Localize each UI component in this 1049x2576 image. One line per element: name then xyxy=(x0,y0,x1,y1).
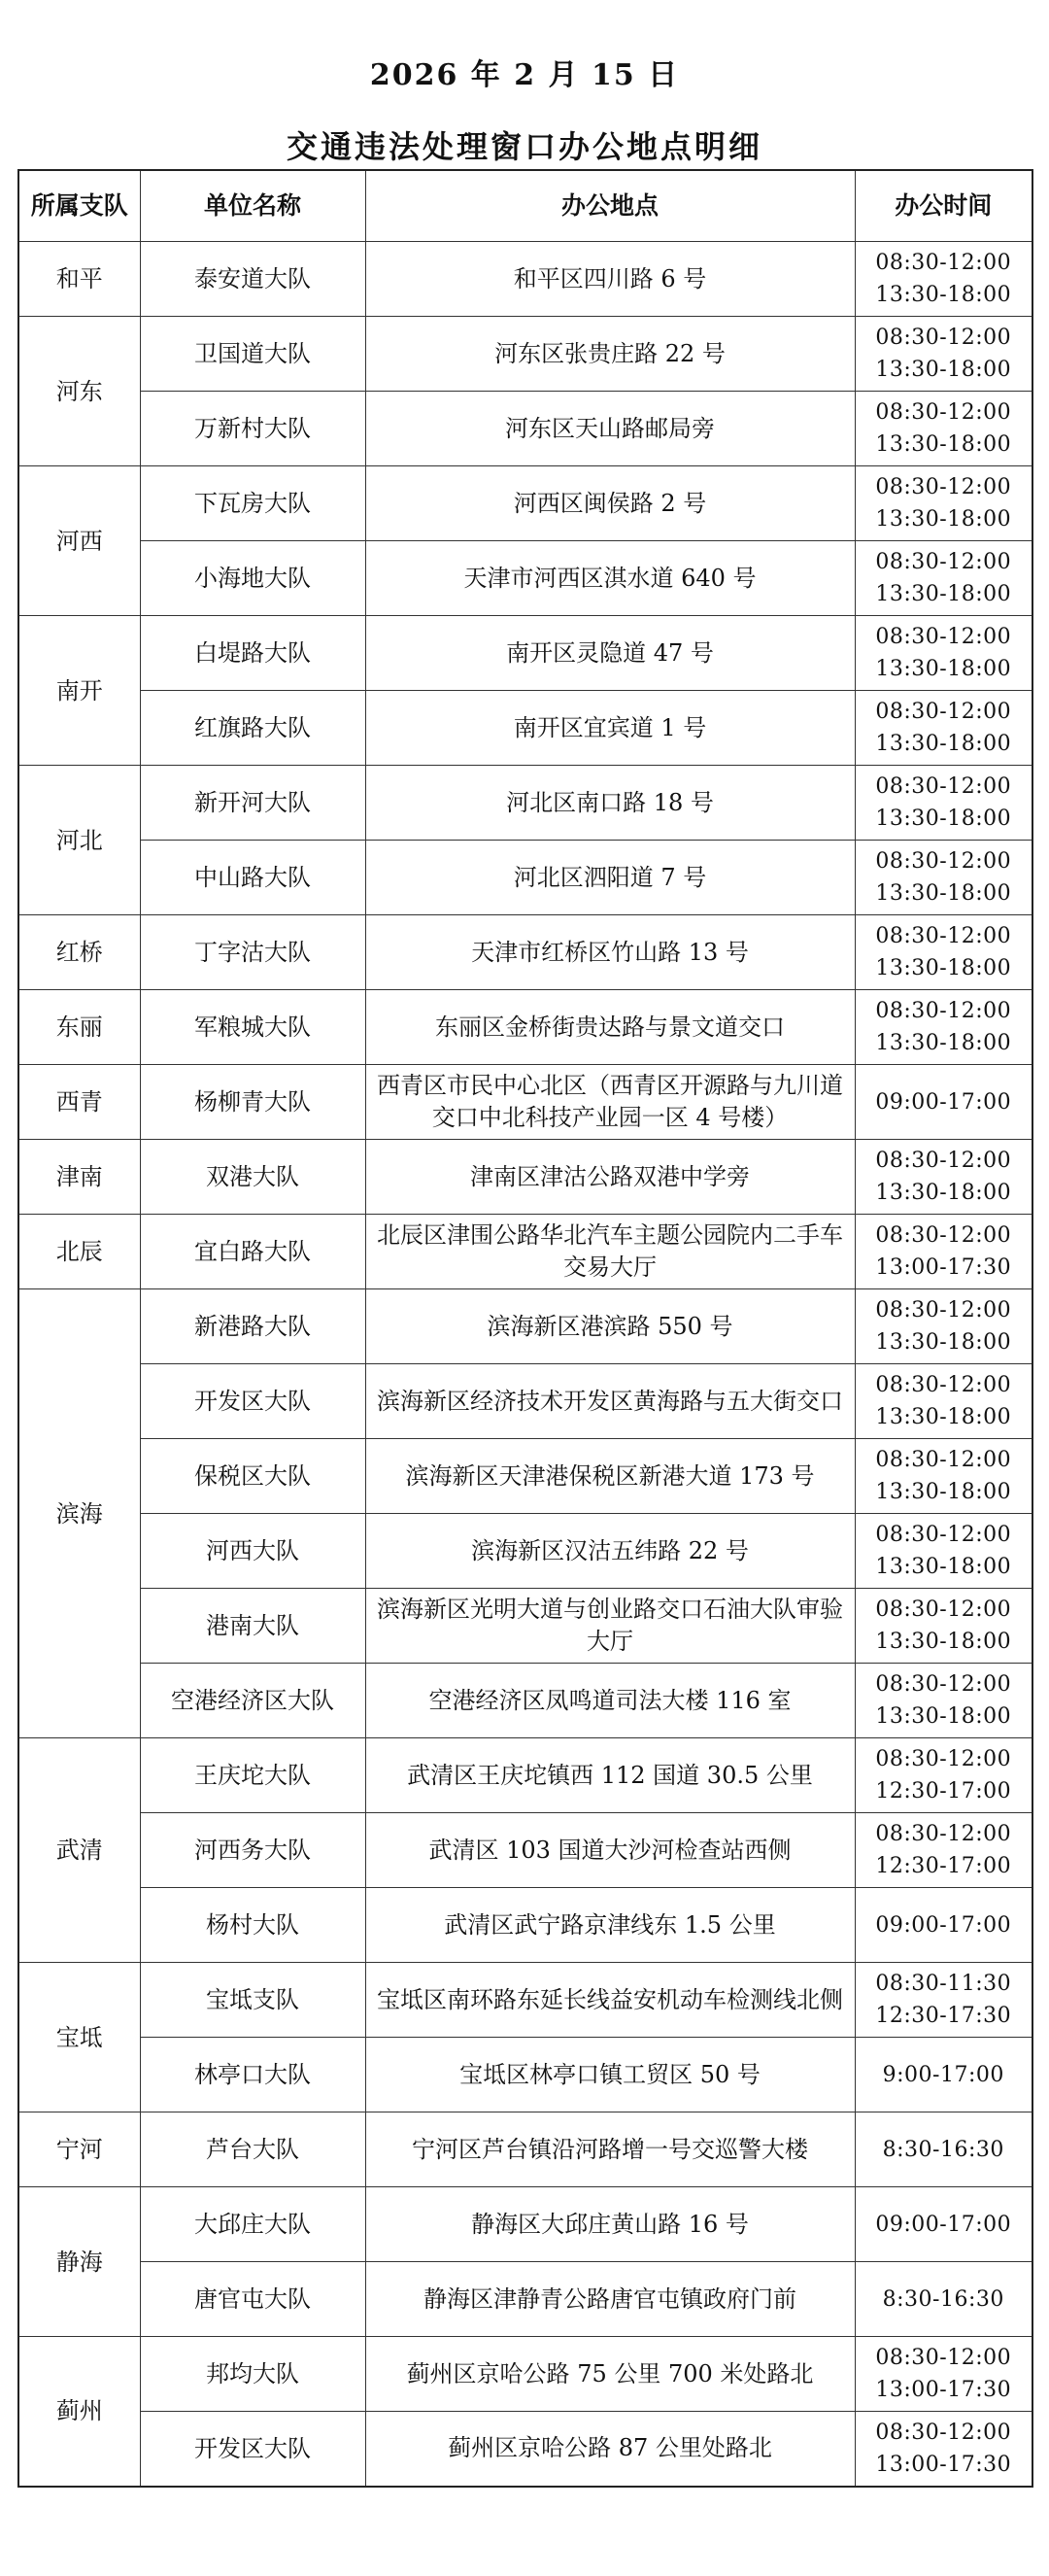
hours-cell xyxy=(855,616,1032,691)
address-cell: 滨海新区汉沽五纬路 22 号 xyxy=(365,1514,855,1589)
hours-line: 8:30-16:30 xyxy=(882,2286,1004,2312)
hours-line: 09:00-17:00 xyxy=(875,1089,1012,1115)
hours-line: 13:30-18:00 xyxy=(875,732,1012,756)
hours-line: 13:00-17:30 xyxy=(875,1255,1012,1280)
hours-line: 13:30-18:00 xyxy=(875,1630,1012,1654)
unit-cell: 宜白路大队 xyxy=(140,1215,365,1289)
address-cell: 滨海新区天津港保税区新港大道 173 号 xyxy=(365,1439,855,1514)
hours-cell xyxy=(855,2262,1032,2337)
table-row xyxy=(18,1888,1032,1963)
hours-line: 08:30-12:00 xyxy=(875,1448,1012,1472)
header-unit: 单位名称 xyxy=(140,170,365,242)
address-cell: 和平区四川路 6 号 xyxy=(365,242,855,317)
unit-cell: 中山路大队 xyxy=(140,841,365,915)
table-row xyxy=(18,541,1032,616)
unit-cell: 卫国道大队 xyxy=(140,317,365,392)
address-cell: 河东区天山路邮局旁 xyxy=(365,392,855,466)
hours-line: 13:30-18:00 xyxy=(875,881,1012,906)
division-cell: 西青 xyxy=(18,1065,140,1140)
hours-line: 08:30-12:00 xyxy=(875,475,1012,499)
division-cell: 北辰 xyxy=(18,1215,140,1289)
unit-cell: 丁字沽大队 xyxy=(140,915,365,990)
hours-line: 13:30-18:00 xyxy=(875,1181,1012,1205)
hours-cell xyxy=(855,691,1032,766)
hours-cell xyxy=(855,392,1032,466)
document-title: 交通违法处理窗口办公地点明细 xyxy=(286,128,762,165)
unit-cell: 空港经济区大队 xyxy=(140,1664,365,1738)
hours-line: 08:30-12:00 xyxy=(875,1597,1012,1622)
address-cell: 静海区津静青公路唐官屯镇政府门前 xyxy=(365,2262,855,2337)
hours-line: 09:00-17:00 xyxy=(875,1912,1012,1938)
hours-line: 08:30-12:00 xyxy=(875,999,1012,1023)
unit-cell: 开发区大队 xyxy=(140,2412,365,2487)
address-cell: 宝坻区南环路东延长线益安机动车检测线北侧 xyxy=(365,1963,855,2038)
division-cell: 静海 xyxy=(18,2187,140,2337)
hours-line: 08:30-12:00 xyxy=(875,1747,1012,1771)
table-row xyxy=(18,2187,1032,2262)
hours-line: 08:30-12:00 xyxy=(875,1223,1012,1248)
hours-cell xyxy=(855,1963,1032,2038)
division-cell: 滨海 xyxy=(18,1289,140,1738)
hours-line: 13:30-18:00 xyxy=(875,582,1012,606)
unit-cell: 新港路大队 xyxy=(140,1289,365,1364)
division-cell: 宝坻 xyxy=(18,1963,140,2112)
date-heading: 2026 年 2 月 15 日 xyxy=(369,58,680,92)
unit-cell: 红旗路大队 xyxy=(140,691,365,766)
hours-cell xyxy=(855,2112,1032,2187)
hours-cell xyxy=(855,466,1032,541)
hours-line: 08:30-12:00 xyxy=(875,1672,1012,1697)
hours-line: 13:30-18:00 xyxy=(875,1480,1012,1504)
table-header-row xyxy=(18,170,1032,242)
hours-line: 13:30-18:00 xyxy=(875,1330,1012,1355)
hours-line: 13:00-17:30 xyxy=(875,2452,1012,2477)
table-row xyxy=(18,1364,1032,1439)
office-schedule-table xyxy=(17,169,1033,2488)
address-cell: 空港经济区凤鸣道司法大楼 116 室 xyxy=(365,1664,855,1738)
hours-line: 08:30-12:00 xyxy=(875,700,1012,724)
hours-line: 13:30-18:00 xyxy=(875,1405,1012,1429)
hours-cell xyxy=(855,2038,1032,2112)
table-row xyxy=(18,1589,1032,1664)
unit-cell: 白堤路大队 xyxy=(140,616,365,691)
table-row xyxy=(18,1439,1032,1514)
hours-cell xyxy=(855,990,1032,1065)
address-cell: 静海区大邱庄黄山路 16 号 xyxy=(365,2187,855,2262)
unit-cell: 杨村大队 xyxy=(140,1888,365,1963)
hours-cell xyxy=(855,1514,1032,1589)
unit-cell: 泰安道大队 xyxy=(140,242,365,317)
address-cell: 蓟州区京哈公路 75 公里 700 米处路北 xyxy=(365,2337,855,2412)
address-cell: 天津市河西区淇水道 640 号 xyxy=(365,541,855,616)
address-cell: 武清区武宁路京津线东 1.5 公里 xyxy=(365,1888,855,1963)
hours-line: 08:30-12:00 xyxy=(875,1822,1012,1846)
unit-cell: 河西大队 xyxy=(140,1514,365,1589)
address-cell: 北辰区津围公路华北汽车主题公园院内二手车交易大厅 xyxy=(365,1215,855,1289)
address-cell: 宝坻区林亭口镇工贸区 50 号 xyxy=(365,2038,855,2112)
hours-cell xyxy=(855,2187,1032,2262)
table-row xyxy=(18,466,1032,541)
unit-cell: 万新村大队 xyxy=(140,392,365,466)
table-row xyxy=(18,1140,1032,1215)
hours-cell xyxy=(855,242,1032,317)
hours-line: 08:30-11:30 xyxy=(875,1972,1012,1996)
table-row xyxy=(18,1738,1032,1813)
address-cell: 津南区津沽公路双港中学旁 xyxy=(365,1140,855,1215)
unit-cell: 邦均大队 xyxy=(140,2337,365,2412)
hours-line: 13:30-18:00 xyxy=(875,1031,1012,1055)
hours-line: 13:30-18:00 xyxy=(875,807,1012,831)
table-row xyxy=(18,1215,1032,1289)
unit-cell: 保税区大队 xyxy=(140,1439,365,1514)
table-row xyxy=(18,242,1032,317)
table-row xyxy=(18,1664,1032,1738)
hours-cell xyxy=(855,1439,1032,1514)
address-cell: 天津市红桥区竹山路 13 号 xyxy=(365,915,855,990)
hours-line: 08:30-12:00 xyxy=(875,625,1012,649)
division-cell: 津南 xyxy=(18,1140,140,1215)
unit-cell: 新开河大队 xyxy=(140,766,365,841)
table-row xyxy=(18,317,1032,392)
table-row xyxy=(18,1813,1032,1888)
address-cell: 河北区南口路 18 号 xyxy=(365,766,855,841)
division-cell: 蓟州 xyxy=(18,2337,140,2487)
table-row xyxy=(18,990,1032,1065)
address-cell: 河北区泗阳道 7 号 xyxy=(365,841,855,915)
hours-line: 12:30-17:00 xyxy=(875,1779,1012,1803)
hours-line: 12:30-17:30 xyxy=(875,2004,1012,2028)
hours-line: 08:30-12:00 xyxy=(875,774,1012,799)
hours-line: 13:30-18:00 xyxy=(875,1555,1012,1579)
unit-cell: 王庆坨大队 xyxy=(140,1738,365,1813)
division-cell: 河西 xyxy=(18,466,140,616)
address-cell: 南开区灵隐道 47 号 xyxy=(365,616,855,691)
division-cell: 和平 xyxy=(18,242,140,317)
table-row xyxy=(18,1514,1032,1589)
hours-cell xyxy=(855,317,1032,392)
unit-cell: 芦台大队 xyxy=(140,2112,365,2187)
hours-line: 13:00-17:30 xyxy=(875,2378,1012,2402)
hours-line: 09:00-17:00 xyxy=(875,2212,1012,2237)
table-row xyxy=(18,392,1032,466)
hours-line: 12:30-17:00 xyxy=(875,1854,1012,1878)
unit-cell: 宝坻支队 xyxy=(140,1963,365,2038)
header-division: 所属支队 xyxy=(18,170,140,242)
division-cell: 红桥 xyxy=(18,915,140,990)
table-row xyxy=(18,1065,1032,1140)
table-row xyxy=(18,2112,1032,2187)
table-row xyxy=(18,2262,1032,2337)
hours-line: 08:30-12:00 xyxy=(875,251,1012,275)
hours-cell xyxy=(855,1364,1032,1439)
hours-line: 13:30-18:00 xyxy=(875,657,1012,681)
hours-cell xyxy=(855,2412,1032,2487)
unit-cell: 河西务大队 xyxy=(140,1813,365,1888)
hours-cell xyxy=(855,1065,1032,1140)
unit-cell: 军粮城大队 xyxy=(140,990,365,1065)
table-row xyxy=(18,2038,1032,2112)
table-row xyxy=(18,691,1032,766)
hours-cell xyxy=(855,841,1032,915)
hours-cell xyxy=(855,1589,1032,1664)
hours-line: 08:30-12:00 xyxy=(875,924,1012,948)
hours-cell xyxy=(855,541,1032,616)
hours-cell xyxy=(855,1738,1032,1813)
hours-cell xyxy=(855,1140,1032,1215)
unit-cell: 唐官屯大队 xyxy=(140,2262,365,2337)
hours-cell xyxy=(855,1813,1032,1888)
hours-line: 8:30-16:30 xyxy=(882,2137,1004,2162)
table-row xyxy=(18,766,1032,841)
address-cell: 宁河区芦台镇沿河路增一号交巡警大楼 xyxy=(365,2112,855,2187)
hours-cell xyxy=(855,2337,1032,2412)
address-cell: 河东区张贵庄路 22 号 xyxy=(365,317,855,392)
hours-cell xyxy=(855,1215,1032,1289)
hours-cell xyxy=(855,1664,1032,1738)
hours-line: 13:30-18:00 xyxy=(875,956,1012,980)
hours-cell xyxy=(855,766,1032,841)
hours-cell xyxy=(855,915,1032,990)
unit-cell: 双港大队 xyxy=(140,1140,365,1215)
address-cell: 河西区闽侯路 2 号 xyxy=(365,466,855,541)
hours-line: 08:30-12:00 xyxy=(875,1373,1012,1397)
unit-cell: 开发区大队 xyxy=(140,1364,365,1439)
hours-line: 9:00-17:00 xyxy=(882,2062,1004,2087)
header-hours: 办公时间 xyxy=(855,170,1032,242)
address-cell: 武清区 103 国道大沙河检查站西侧 xyxy=(365,1813,855,1888)
address-cell: 滨海新区光明大道与创业路交口石油大队审验大厅 xyxy=(365,1589,855,1664)
hours-line: 13:30-18:00 xyxy=(875,358,1012,382)
hours-line: 08:30-12:00 xyxy=(875,1149,1012,1173)
table-row xyxy=(18,616,1032,691)
table-row xyxy=(18,915,1032,990)
hours-line: 13:30-18:00 xyxy=(875,507,1012,532)
address-cell: 滨海新区港滨路 550 号 xyxy=(365,1289,855,1364)
hours-cell xyxy=(855,1888,1032,1963)
address-cell: 西青区市民中心北区（西青区开源路与九川道交口中北科技产业园一区 4 号楼） xyxy=(365,1065,855,1140)
table-row xyxy=(18,841,1032,915)
table-row xyxy=(18,2337,1032,2412)
hours-line: 08:30-12:00 xyxy=(875,1523,1012,1547)
unit-cell: 杨柳青大队 xyxy=(140,1065,365,1140)
hours-cell xyxy=(855,1289,1032,1364)
division-cell: 河北 xyxy=(18,766,140,915)
division-cell: 宁河 xyxy=(18,2112,140,2187)
address-cell: 武清区王庆坨镇西 112 国道 30.5 公里 xyxy=(365,1738,855,1813)
unit-cell: 下瓦房大队 xyxy=(140,466,365,541)
hours-line: 08:30-12:00 xyxy=(875,2420,1012,2445)
table-row xyxy=(18,2412,1032,2487)
address-cell: 蓟州区京哈公路 87 公里处路北 xyxy=(365,2412,855,2487)
hours-line: 08:30-12:00 xyxy=(875,400,1012,425)
hours-line: 08:30-12:00 xyxy=(875,326,1012,350)
address-cell: 滨海新区经济技术开发区黄海路与五大街交口 xyxy=(365,1364,855,1439)
hours-line: 13:30-18:00 xyxy=(875,432,1012,457)
table-body xyxy=(18,242,1032,2487)
unit-cell: 港南大队 xyxy=(140,1589,365,1664)
hours-line: 08:30-12:00 xyxy=(875,2346,1012,2370)
address-cell: 东丽区金桥街贵达路与景文道交口 xyxy=(365,990,855,1065)
division-cell: 东丽 xyxy=(18,990,140,1065)
division-cell: 河东 xyxy=(18,317,140,466)
division-cell: 南开 xyxy=(18,616,140,766)
hours-line: 08:30-12:00 xyxy=(875,550,1012,574)
unit-cell: 小海地大队 xyxy=(140,541,365,616)
hours-line: 08:30-12:00 xyxy=(875,1298,1012,1322)
address-cell: 南开区宜宾道 1 号 xyxy=(365,691,855,766)
division-cell: 武清 xyxy=(18,1738,140,1963)
hours-line: 08:30-12:00 xyxy=(875,849,1012,874)
hours-line: 13:30-18:00 xyxy=(875,283,1012,307)
unit-cell: 大邱庄大队 xyxy=(140,2187,365,2262)
header-address: 办公地点 xyxy=(365,170,855,242)
table-row xyxy=(18,1289,1032,1364)
hours-line: 13:30-18:00 xyxy=(875,1704,1012,1729)
table-row xyxy=(18,1963,1032,2038)
unit-cell: 林亭口大队 xyxy=(140,2038,365,2112)
